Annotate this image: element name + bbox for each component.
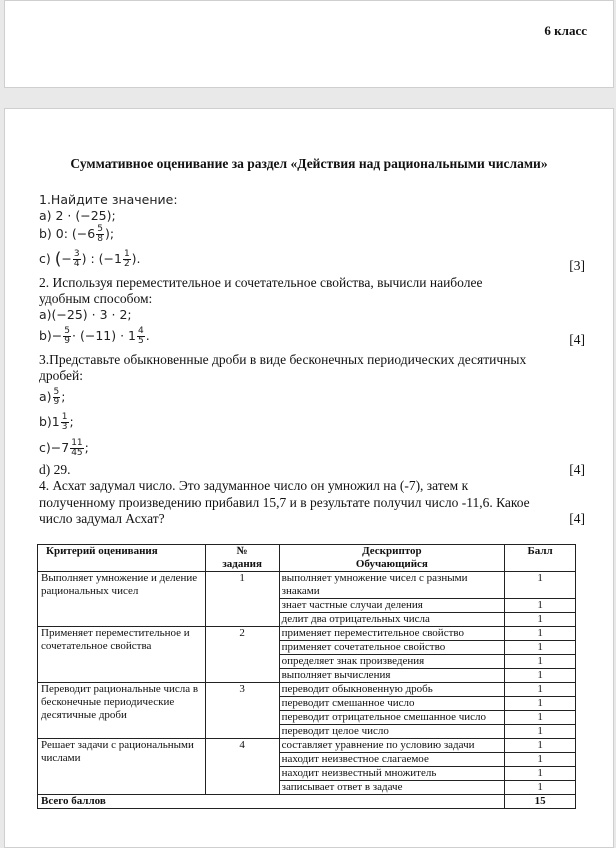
- score-cell: 1: [505, 739, 576, 753]
- task4-line3: число задумал Асхат?: [39, 511, 165, 526]
- descriptor-cell: выполняет умножение чисел с разными знаками: [279, 572, 505, 599]
- task1-heading: 1.Найдите значение:: [39, 192, 178, 207]
- task-number-cell: 2: [205, 627, 279, 683]
- task2-b-fraction-2: [137, 327, 145, 346]
- total-score: 15: [505, 795, 576, 809]
- score-cell: 1: [505, 725, 576, 739]
- task3-d: d) 29.: [39, 462, 71, 477]
- fraction-numerator: 4: [137, 326, 144, 336]
- header-descriptor: [279, 545, 505, 572]
- descriptor-cell: применяет переместительное свойство: [279, 627, 505, 641]
- task3-b-fraction: [61, 413, 69, 432]
- fraction-denominator: 3: [61, 422, 68, 432]
- task3-c-fraction: [70, 439, 83, 458]
- score-cell: 1: [505, 697, 576, 711]
- score-cell: 1: [505, 683, 576, 697]
- score-cell: 1: [505, 669, 576, 683]
- task1-a: a) 2 · (−25);: [39, 208, 116, 223]
- descriptor-cell: переводит обыкновенную дробь: [279, 683, 505, 697]
- fraction-numerator: 1: [123, 249, 130, 259]
- header-task-number-line2: задания: [222, 558, 262, 570]
- score-cell: 1: [505, 781, 576, 795]
- assessment-page: [4, 108, 614, 848]
- total-label: Всего баллов: [38, 795, 505, 809]
- task3-c-prefix: c)−7: [39, 440, 70, 455]
- task3-a-fraction: [53, 388, 61, 407]
- task4-line2: полученному произведению прибавил 15,7 и в результате получил число -11,6. Какое: [39, 495, 530, 510]
- grade-label: 6 класс: [544, 23, 587, 38]
- task2-b: [39, 327, 150, 346]
- task4-line1: 4. Асхат задумал число. Это задуманное число он умножил на (-7), затем к: [39, 478, 469, 493]
- task2-b-mid: · (−11) · 1: [72, 328, 136, 343]
- task4-score: [4]: [569, 511, 585, 526]
- task1-b-fraction: [96, 225, 104, 244]
- header-score: Балл: [505, 545, 576, 572]
- descriptor-cell: записывает ответ в задаче: [279, 781, 505, 795]
- score-cell: 1: [505, 572, 576, 599]
- task1-b-suffix: );: [104, 226, 115, 241]
- task2-a: a)(−25) · 3 · 2;: [39, 307, 132, 322]
- table-row: [38, 683, 576, 697]
- criteria-cell: Применяет переместительное и сочетательное свойства: [38, 627, 206, 683]
- task1-c-prefix: c): [39, 251, 51, 266]
- task3-a-suffix: ;: [61, 389, 66, 404]
- task1-c-suffix: ).: [131, 251, 141, 266]
- score-cell: 1: [505, 711, 576, 725]
- score-cell: 1: [505, 613, 576, 627]
- descriptor-cell: находит неизвестный множитель: [279, 767, 505, 781]
- fraction-denominator: 9: [53, 397, 60, 407]
- fraction-numerator: 5: [64, 326, 71, 336]
- fraction-numerator: 1: [61, 412, 68, 422]
- descriptor-cell: выполняет вычисления: [279, 669, 505, 683]
- task2-b-fraction-1: [63, 327, 71, 346]
- table-row: [38, 739, 576, 753]
- task1-b-prefix: b) 0: (−6: [39, 226, 96, 241]
- task3-line1: 3.Представьте обыкновенные дроби в виде бесконечных периодических десятичных: [39, 352, 527, 367]
- fraction-numerator: 5: [53, 387, 60, 397]
- fraction-numerator: 5: [97, 224, 103, 234]
- task-number-cell: 1: [205, 572, 279, 627]
- task1-b: [39, 225, 114, 244]
- table-row: [38, 572, 576, 599]
- task1-score: [3]: [569, 258, 585, 273]
- header-task-number: [205, 545, 279, 572]
- descriptor-cell: применяет сочетательное свойство: [279, 641, 505, 655]
- score-cell: 1: [505, 767, 576, 781]
- task3-b-prefix: b)1: [39, 414, 60, 429]
- document-title: Суммативное оценивание за раздел «Действия над рациональными числами»: [70, 156, 548, 171]
- fraction-denominator: 2: [123, 259, 130, 269]
- total-row: [38, 795, 576, 809]
- table-header-row: [38, 545, 576, 572]
- task3-line2: дробей:: [39, 368, 84, 383]
- fraction-numerator: 11: [71, 438, 83, 448]
- task-number-cell: 3: [205, 683, 279, 739]
- score-cell: 1: [505, 599, 576, 613]
- task1-c-fraction-1: [73, 250, 81, 269]
- fraction-numerator: 3: [73, 249, 80, 259]
- descriptor-cell: переводит целое число: [279, 725, 505, 739]
- task3-a-prefix: a): [39, 389, 52, 404]
- criteria-cell: Выполняет умножение и деление рациональных чисел: [38, 572, 206, 627]
- task1-c: c) (− $\frac{3}{4}$ ) : (−1 $\frac{1}{2}$ ).: [39, 249, 141, 270]
- criteria-cell: Решает задачи с рациональными числами: [38, 739, 206, 795]
- descriptor-cell: находит неизвестное слагаемое: [279, 753, 505, 767]
- table-row: [38, 627, 576, 641]
- task-number-cell: 4: [205, 739, 279, 795]
- score-cell: 1: [505, 753, 576, 767]
- criteria-table: [37, 544, 576, 809]
- fraction-denominator: 8: [97, 234, 103, 244]
- task2-b-suffix: .: [145, 328, 150, 343]
- fraction-denominator: 4: [73, 259, 80, 269]
- header-criteria: Критерий оценивания: [38, 545, 206, 572]
- task2-score: [4]: [569, 332, 585, 347]
- task2-line1: 2. Используя переместительное и сочетательное свойства, вычисли наиболее: [39, 275, 483, 290]
- descriptor-cell: переводит отрицательное смешанное число: [279, 711, 505, 725]
- score-cell: 1: [505, 627, 576, 641]
- descriptor-cell: определяет знак произведения: [279, 655, 505, 669]
- criteria-cell: Переводит рациональные числа в бесконечные периодические десятичные дроби: [38, 683, 206, 739]
- task1-c-mid: ) : (−1: [81, 251, 122, 266]
- task3-c: [39, 439, 89, 458]
- descriptor-cell: составляет уравнение по условию задачи: [279, 739, 505, 753]
- descriptor-cell: делит два отрицательных числа: [279, 613, 505, 627]
- fraction-denominator: 45: [71, 448, 83, 458]
- task3-score: [4]: [569, 462, 585, 477]
- task3-c-suffix: ;: [84, 440, 89, 455]
- header-task-number-line1: №: [236, 545, 248, 557]
- score-cell: 1: [505, 641, 576, 655]
- header-descriptor-line1: Дескриптор: [362, 545, 422, 557]
- fraction-denominator: 9: [64, 336, 71, 346]
- task2-b-prefix: b)−: [39, 328, 63, 343]
- descriptor-cell: переводит смешанное число: [279, 697, 505, 711]
- task3-b: [39, 413, 74, 432]
- fraction-denominator: 5: [137, 336, 144, 346]
- task2-line2: удобным способом:: [39, 291, 153, 306]
- task1-c-fraction-2: [123, 250, 131, 269]
- score-cell: 1: [505, 655, 576, 669]
- descriptor-cell: знает частные случаи деления: [279, 599, 505, 613]
- header-descriptor-line2: Обучающийся: [355, 558, 428, 570]
- task3-a: [39, 388, 66, 407]
- page-top-sheet: [4, 0, 614, 88]
- task3-b-suffix: ;: [69, 414, 74, 429]
